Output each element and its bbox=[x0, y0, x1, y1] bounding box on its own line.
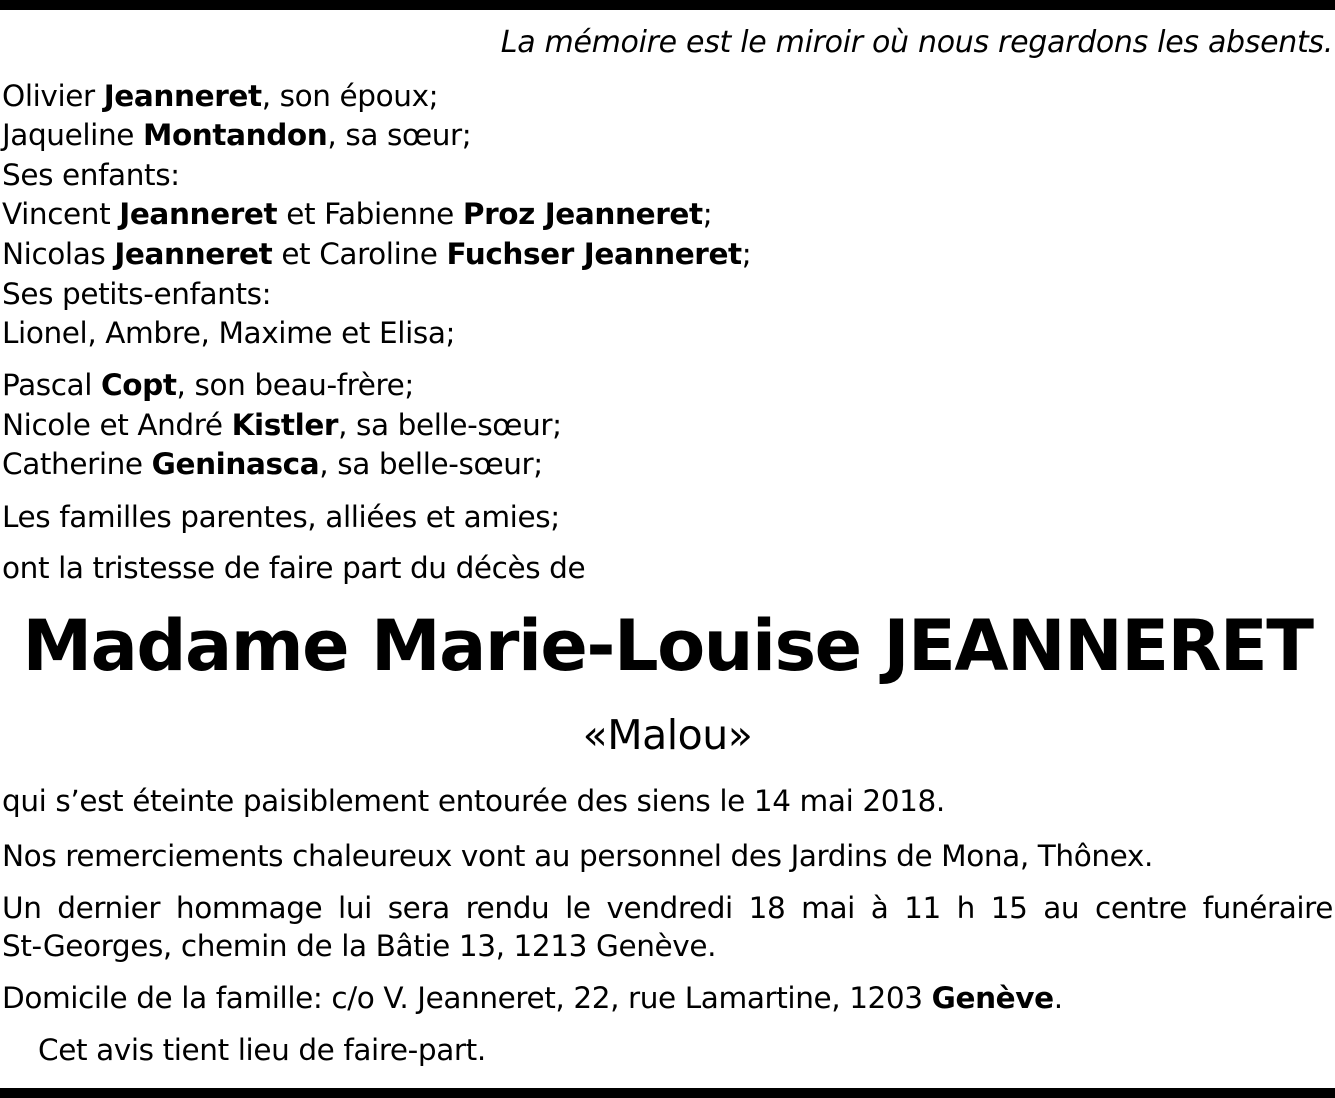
deceased-name: Madame Marie-Louise JEANNERET bbox=[22, 605, 1313, 687]
grandchildren-names: Lionel, Ambre, Maxime et Elisa; bbox=[2, 316, 456, 350]
family-line-child-2: Nicolas Jeanneret et Caroline Fuchser Jeanneret; bbox=[2, 237, 752, 271]
domicile-line: Domicile de la famille: c/o V. Jeanneret, 22, rue Lamartine, 1203 Genève. bbox=[2, 981, 1063, 1015]
epigraph: La mémoire est le miroir où nous regardons les absents. bbox=[500, 25, 1333, 60]
family-line-sister: Jaqueline Montandon, sa sœur; bbox=[2, 118, 472, 152]
family-line-sister-in-law-2: Catherine Geninasca, sa belle-sœur; bbox=[2, 447, 543, 481]
family-line-child-1: Vincent Jeanneret et Fabienne Proz Jeanneret; bbox=[2, 197, 713, 231]
top-rule bbox=[0, 0, 1335, 10]
announcement-line: ont la tristesse de faire part du décès de bbox=[2, 551, 586, 585]
family-line-sister-in-law-1: Nicole et André Kistler, sa belle-sœur; bbox=[2, 408, 562, 442]
families-line: Les familles parentes, alliées et amies; bbox=[2, 500, 560, 534]
children-label: Ses enfants: bbox=[2, 158, 180, 192]
thanks-line: Nos remerciements chaleureux vont au personnel des Jardins de Mona, Thônex. bbox=[2, 839, 1153, 873]
ceremony-line-2: St-Georges, chemin de la Bâtie 13, 1213 Genève. bbox=[2, 929, 717, 963]
deceased-nickname: «Malou» bbox=[582, 711, 753, 759]
ceremony-line-1: Un dernier hommage lui sera rendu le vendredi 18 mai à 11 h 15 au centre funéraire bbox=[2, 891, 1333, 925]
family-line-spouse: Olivier Jeanneret, son époux; bbox=[2, 79, 439, 113]
bottom-rule bbox=[0, 1088, 1335, 1098]
notice-line: Cet avis tient lieu de faire-part. bbox=[38, 1033, 486, 1067]
grandchildren-label: Ses petits-enfants: bbox=[2, 277, 272, 311]
passing-line: qui s’est éteinte paisiblement entourée des siens le 14 mai 2018. bbox=[2, 784, 945, 818]
family-line-brother-in-law: Pascal Copt, son beau-frère; bbox=[2, 368, 414, 402]
